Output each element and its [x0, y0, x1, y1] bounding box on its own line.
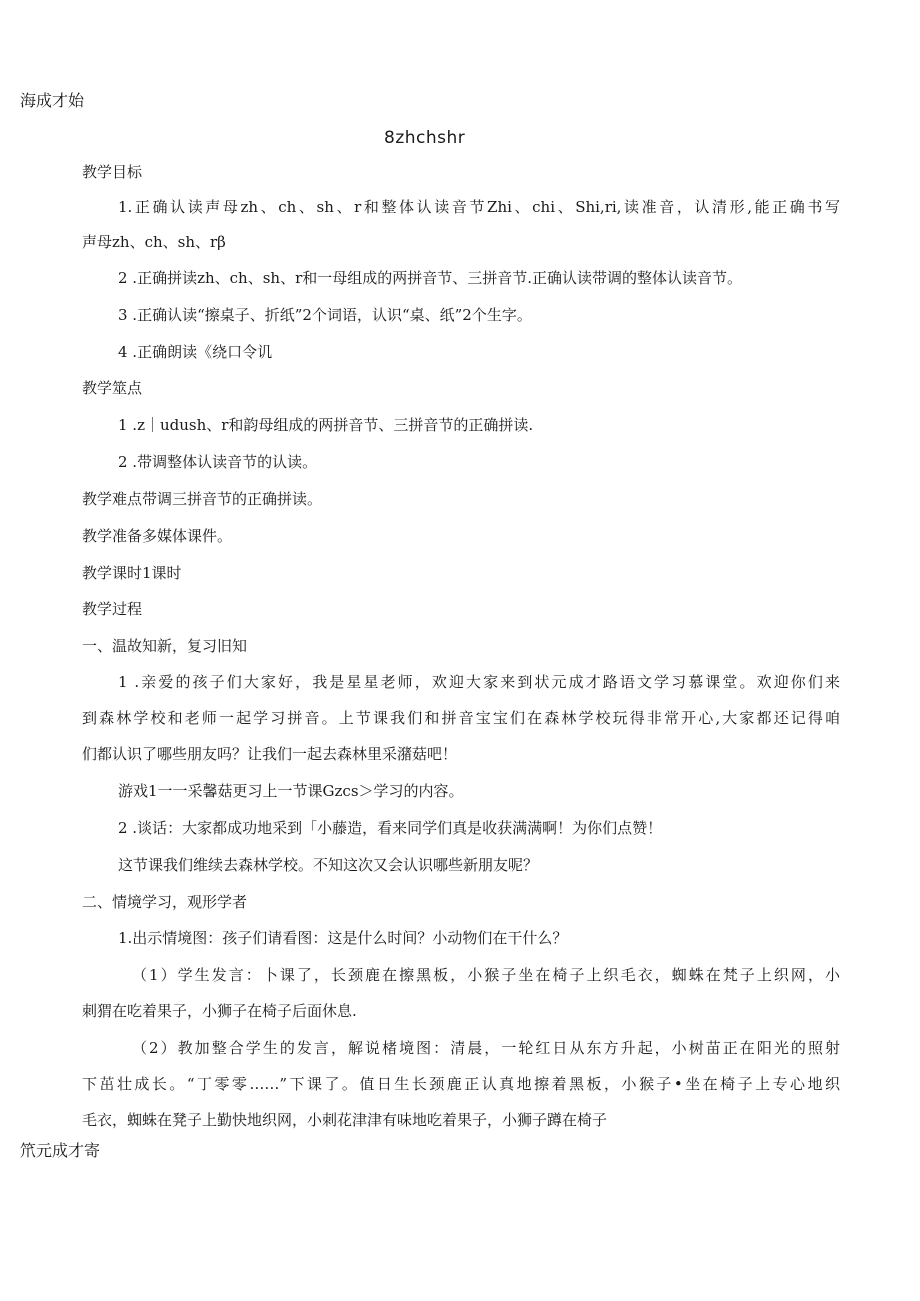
- page-header: 海成才始: [20, 91, 85, 110]
- page-footer: 笊元成才寄: [20, 1141, 101, 1160]
- section-2-s2-line-2: 下茁壮成长。“丁零零……”下课了。值日生长颈鹿正认真地擦着黑板，小猴子•坐在椅子上专心地织: [82, 1075, 840, 1093]
- key-point-1: 1 .z｜udush、r和韵母组成的两拼音节、三拼音节的正确拼读.: [118, 416, 534, 434]
- section-1-p1-line-3: 们都认识了哪些朋友吗？让我们一起去森林里采潴菇吧！: [82, 745, 458, 763]
- section-1-p1-line-2: 到森林学校和老师一起学习拼音。上节课我们和拼音宝宝们在森林学校玩得非常开心,大家都还记得咱: [82, 709, 840, 727]
- section-1-heading: 一、温故知新，复习旧知: [82, 637, 248, 655]
- section-2-s1-line-2: 刺猬在吃着果子，小狮子在椅子后面休息.: [82, 1002, 357, 1020]
- key-point-2: 2 .带调整体认读音节的认读。: [118, 453, 318, 471]
- section-1-p1-line-1: 1 .亲爱的孩子们大家好，我是星星老师，欢迎大家来到状元成才路语文学习慕课堂。欢迎你们来: [118, 673, 840, 691]
- lesson-title: 8zhchshr: [384, 128, 466, 148]
- process-heading: 教学过程: [82, 600, 143, 618]
- class-hours: 教学课时1课时: [82, 564, 182, 582]
- section-2-s2-line-1: （2）教加整合学生的发言，解说楮境图：清晨，一轮红日从东方升起，小树苗正在阳光的照射: [132, 1039, 840, 1057]
- preparation: 教学准备多媒体课件。: [82, 527, 233, 545]
- section-1-p3: 这节课我们维续去森林学校。不知这次又会认识哪些新朋友呢？: [118, 856, 539, 874]
- goal-1-line-2: 声母zh、ch、sh、rβ: [82, 233, 226, 251]
- goal-4: 4 .正确朗读《绕口令讥: [118, 343, 273, 361]
- goal-1-line-1: 1.正确认读声母zh、ch、sh、r和整体认读音节Zhi、chi、Shi,ri,读准音，认清形,能正确书写: [118, 198, 840, 216]
- goals-heading: 教学目标: [82, 163, 143, 181]
- section-2-s2-line-3: 毛衣，蜘蛛在凳子上勤快地织网，小刺花津津有味地吃着果子，小狮子蹲在椅子: [82, 1111, 608, 1129]
- key-points-heading: 教学筮点: [82, 379, 143, 397]
- section-1-p2: 2 .谈话：大家都成功地采到「小藤造，看来同学们真是收获满满啊！为你们点赞！: [118, 819, 663, 837]
- difficulty: 教学难点带调三拼音节的正确拼读。: [82, 490, 323, 508]
- goal-3: 3 .正确认读“擦桌子、折纸”2个词语，认识“桌、纸”2个生字。: [118, 306, 532, 324]
- goal-2: 2 .正确拼读zh、ch、sh、r和一母组成的两拼音节、三拼音节.正确认读带调的整体认读音节。: [118, 269, 743, 287]
- section-2-s1-line-1: （1）学生发言：卜课了，长颈鹿在擦黑板，小猴子坐在椅子上织毛衣，蜘蛛在梵子上织网，小: [132, 966, 840, 984]
- section-2-p1: 1.出示情境图：孩子们请看图：这是什么时间？小动物们在干什么？: [118, 929, 568, 947]
- section-1-game: 游戏1一一采馨菇更习上一节课Gzcs＞学习的内容。: [118, 782, 464, 800]
- section-2-heading: 二、情境学习，观形学者: [82, 893, 248, 911]
